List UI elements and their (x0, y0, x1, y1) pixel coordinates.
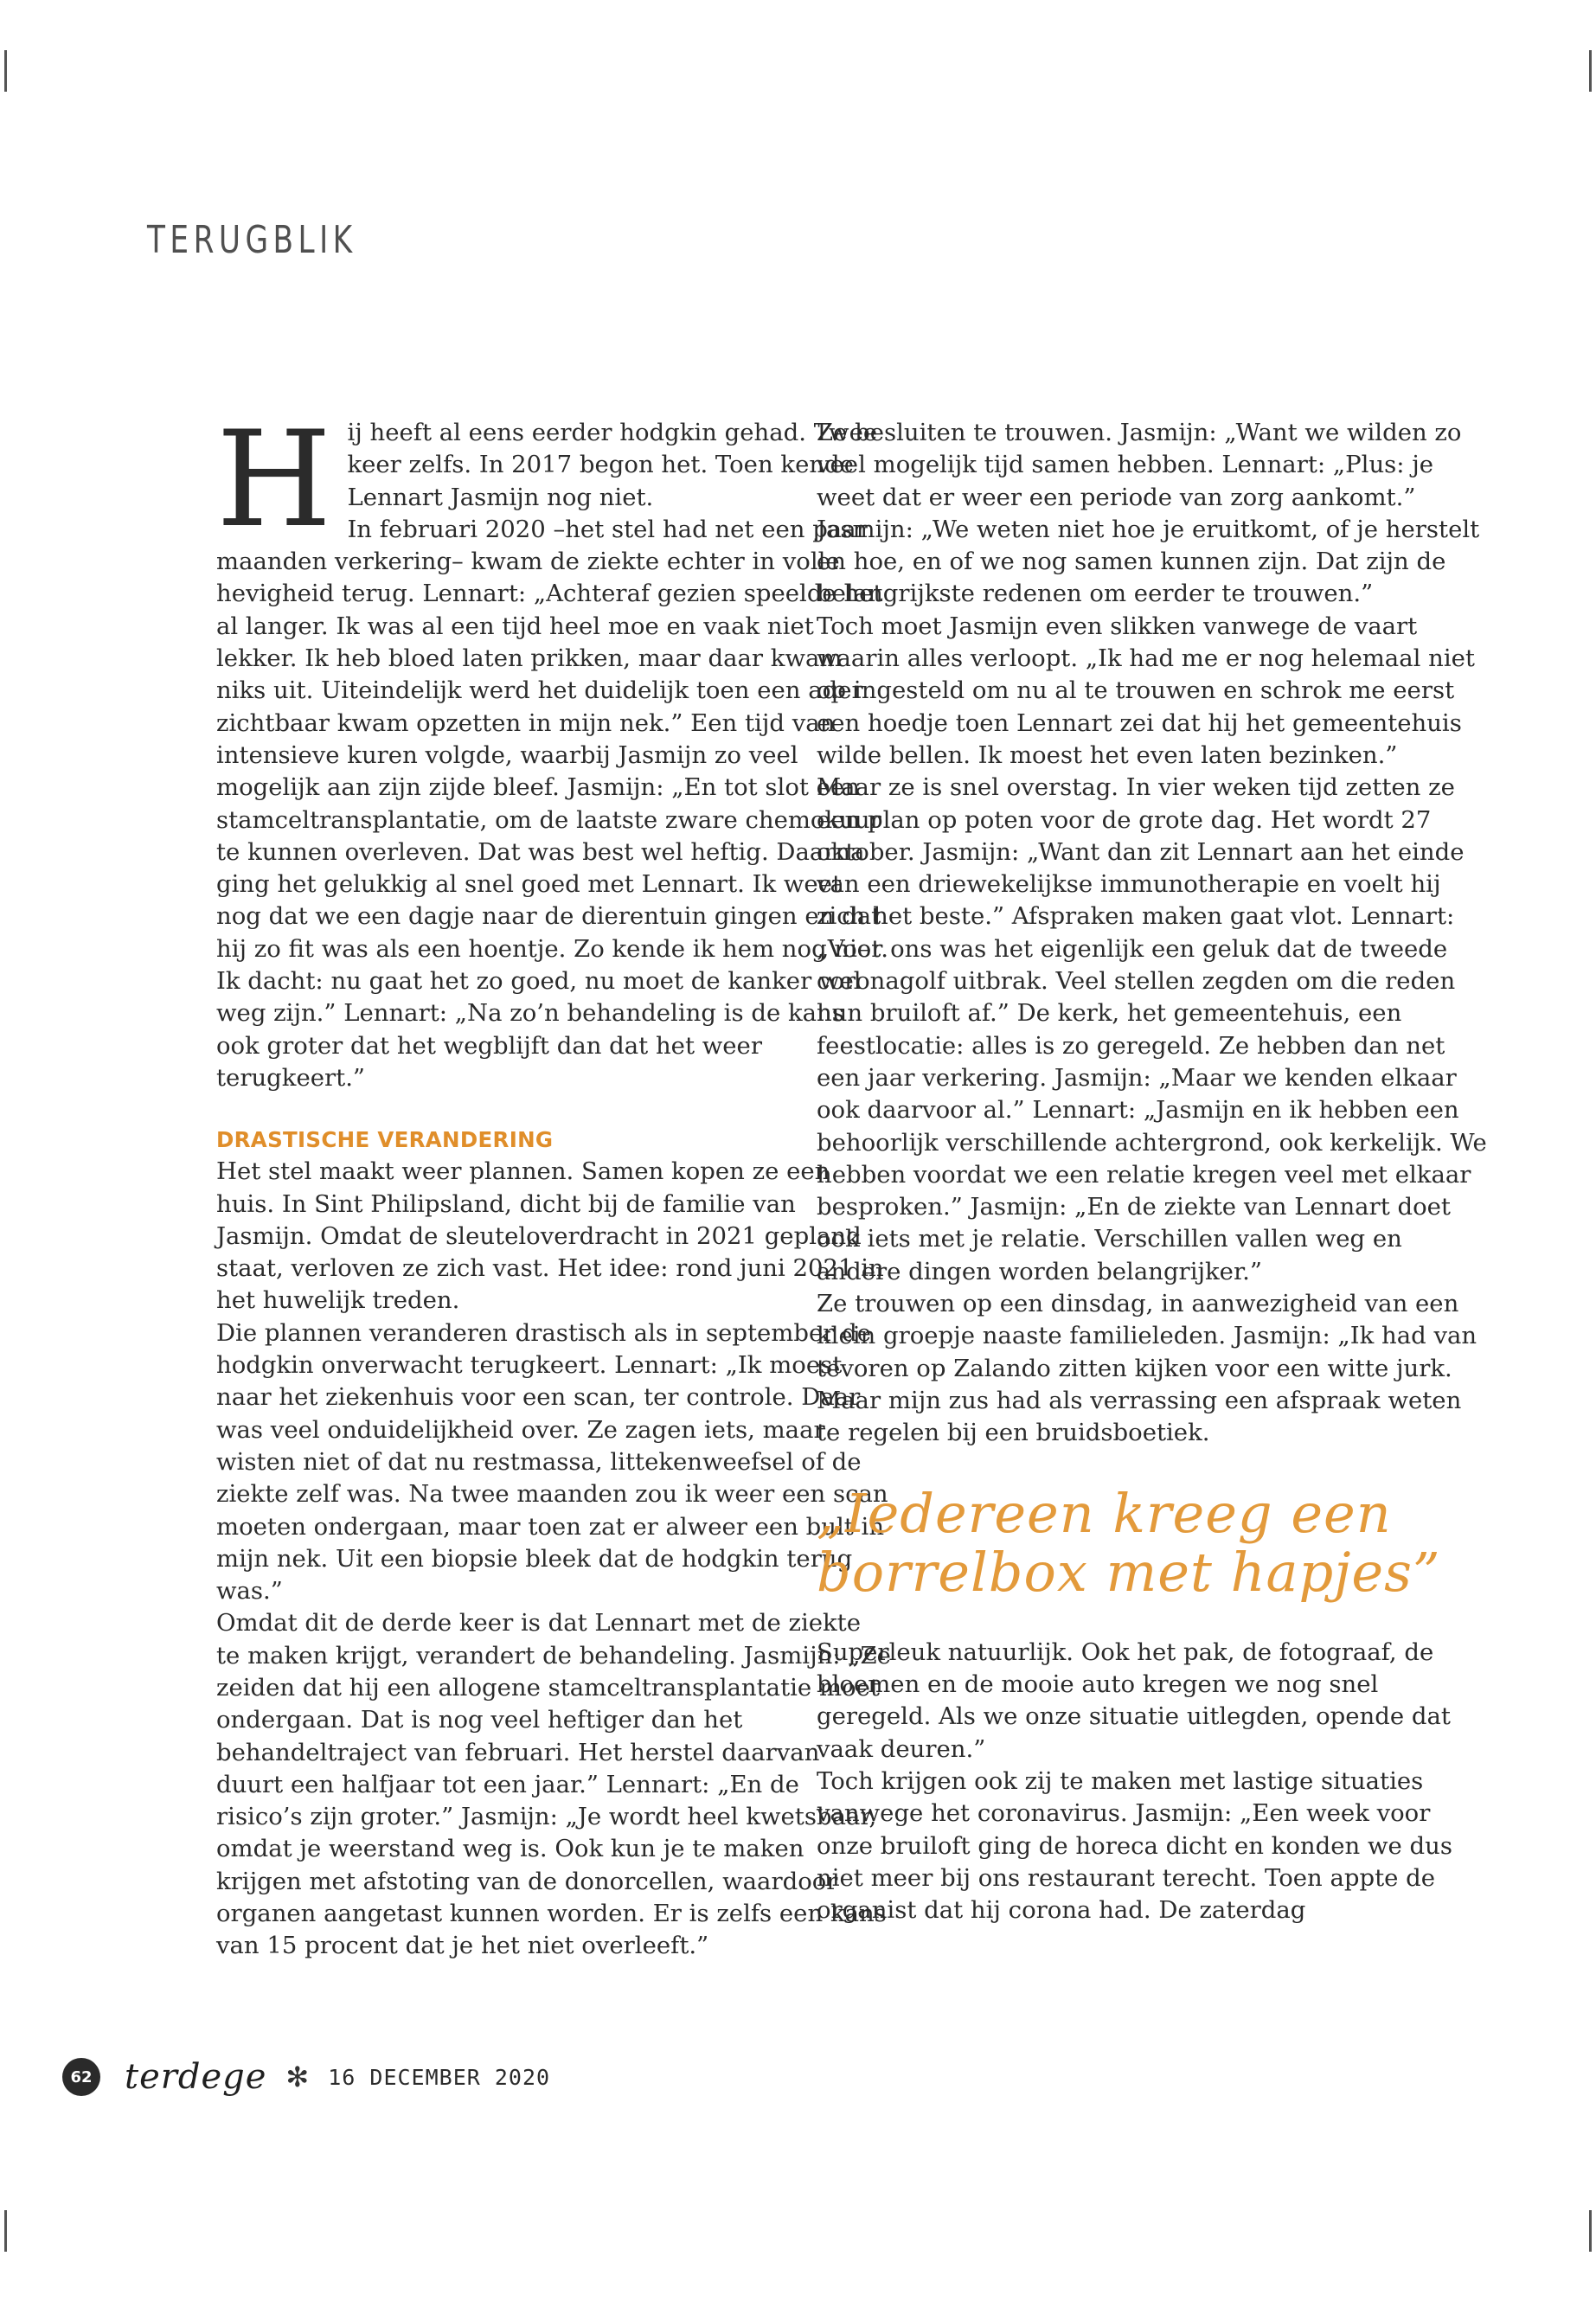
paragraph: Ze besluiten te trouwen. Jasmijn: „Want we wilden zo veel mogelijk tijd samen hebben. Lennart: „Plus: je weet dat er weer een periode van zorg aankomt.” Jasmijn: „We weten niet hoe je eruitkomt, of je herstelt en hoe, en of we nog samen kunnen zijn. Dat zijn de belangrijkste redenen om eerder te trouwen.” (817, 419, 1480, 608)
pull-quote (817, 1481, 1491, 1604)
asterisk-icon: ✻ (285, 2061, 310, 2093)
right-column (817, 417, 1491, 1927)
crop-mark-bottom-right (1589, 2210, 1592, 2252)
paragraph: Maar ze is snel overstag. In vier weken tijd zetten ze een plan op poten voor de grote dag. Het wordt 27 oktober. Jasmijn: „Want dan zit Lennart aan het einde van een driewekelijkse immunotherapie en voelt hij zich het beste.” Afspraken maken gaat vlot. Lennart: „Voor ons was het eigenlijk een geluk dat de tweede coronagolf uitbrak. Veel stellen zegden om die reden hun bruiloft af.” De kerk, het gemeentehuis, een feestlocatie: alles is zo geregeld. Ze hebben dan net een jaar verkering. Jasmijn: „Maar we kenden elkaar ook daarvoor al.” Lennart: „Jasmijn en ik hebben een behoorlijk verschillende achtergrond, ook kerkelijk. We hebben voordat we een relatie kregen veel met elkaar besproken.” Jasmijn: „En de ziekte van Lennart doet ook iets met je relatie. Verschillen vallen weg en andere dingen worden belangrijker.” (817, 773, 1487, 1285)
subheading: DRASTISCHE VERANDERING (216, 1127, 554, 1153)
left-column (216, 403, 891, 1963)
paragraph: Het stel maakt weer plannen. Samen kopen ze een huis. In Sint Philipsland, dicht bij de familie van Jasmijn. Omdat de sleuteloverdracht in 2021 gepland staat, verloven ze zich vast. Het idee: rond juni 2021 in het huwelijk treden. (216, 1157, 884, 1315)
paragraph: Die plannen veranderen drastisch als in september de hodgkin onverwacht terugkeert. Lennart: „Ik moest naar het ziekenhuis voor een scan, ter controle. Daar was veel onduidelijkheid over. Ze zagen iets, maar wisten niet of dat nu restmassa, littekenweefsel of de ziekte zelf was. Na twee maanden zou ik weer een scan moeten ondergaan, maar toen zat er alweer een bult in mijn nek. Uit een biopsie bleek dat de hodgkin terug was.” (216, 1318, 888, 1606)
section-label: TERUGBLIK (147, 218, 357, 262)
crop-mark-bottom-left (4, 2210, 7, 2252)
intro-text: ij heeft al eens eerder hodgkin gehad. Twee keer zelfs. In 2017 begon het. Toen kende Lennart Jasmijn nog niet. (347, 419, 878, 511)
paragraph: Toch moet Jasmijn even slikken vanwege de vaart waarin alles verloopt. „Ik had me er nog helemaal niet op ingesteld om nu al te trouwen en schrok me eerst een hoedje toen Lennart zei dat hij het gemeentehuis wilde bellen. Ik moest het even laten bezinken.” (817, 612, 1475, 769)
paragraph: Ze trouwen op een dinsdag, in aanwezigheid van een klein groepje naaste familieleden. Jasmijn: „Ik had van tevoren op Zalando zitten kijken voor een witte jurk. Maar mijn zus had als verrassing een afspraak weten te regelen bij een bruidsboetiek. (817, 1290, 1477, 1447)
paragraph: In februari 2020 –het stel had net een paar maanden verkering– kwam de ziekte echter in volle hevigheid terug. Lennart: „Achteraf gezien speelde het al langer. Ik was al een tijd heel moe en vaak niet lekker. Ik heb bloed laten prikken, maar daar kwam niks uit. Uiteindelijk werd het duidelijk toen een ader zichtbaar kwam opzetten in mijn nek.” Een tijd van intensieve kuren volgde, waarbij Jasmijn zo veel mogelijk aan zijn zijde bleef. Jasmijn: „En tot slot een stamceltransplantatie, om de laatste zware chemokuur te kunnen overleven. Dat was best wel heftig. Daarna ging het gelukkig al snel goed met Lennart. Ik weet nog dat we een dagje naar de dierentuin gingen en dat hij zo fit was als een hoentje. Zo kende ik hem nog niet. Ik dacht: nu gaat het zo goed, nu moet de kanker wel weg zijn.” Lennart: „Na zo’n behandeling is de kans ook groter dat het wegblijft dan dat het weer terugkeert.” (216, 515, 888, 1092)
pull-quote-line: „Iedereen kreeg een (817, 1481, 1392, 1545)
pull-quote-line: borrelbox met hapjes” (817, 1540, 1441, 1604)
magazine-logo: terdege (125, 2057, 267, 2097)
page-number: 62 (62, 2058, 100, 2096)
paragraph-intro (216, 403, 891, 557)
crop-mark-top-right (1589, 50, 1592, 92)
crop-mark-top-left (4, 50, 7, 92)
issue-date: 16 DECEMBER 2020 (328, 2064, 551, 2090)
dropcap: H (216, 403, 332, 557)
paragraph: Omdat dit de derde keer is dat Lennart met de ziekte te maken krijgt, verandert de behandeling. Jasmijn: „Ze zeiden dat hij een allogene stamceltransplantatie moet ondergaan. Dat is nog veel heftiger dan het behandeltraject van februari. Het herstel daarvan duurt een halfjaar tot een jaar.” Lennart: „En de risico’s zijn groter.” Jasmijn: „Je wordt heel kwetsbaar, omdat je weerstand weg is. Ook kun je te maken krijgen met afstoting van de donorcellen, waardoor organen aangetast kunnen worden. Er is zelfs een kans van 15 procent dat je het niet overleeft.” (216, 1609, 891, 1960)
page-footer (62, 2057, 550, 2097)
paragraph: Toch krijgen ook zij te maken met lastige situaties vanwege het coronavirus. Jasmijn: „Een week voor onze bruiloft ging de horeca dicht en konden we dus niet meer bij ons restaurant terecht. Toen appte de organist dat hij corona had. De zaterdag (817, 1767, 1452, 1925)
paragraph: Superleuk natuurlijk. Ook het pak, de fotograaf, de bloemen en de mooie auto kregen we nog snel geregeld. Als we onze situatie uitlegden, opende dat vaak deuren.” (817, 1638, 1451, 1763)
